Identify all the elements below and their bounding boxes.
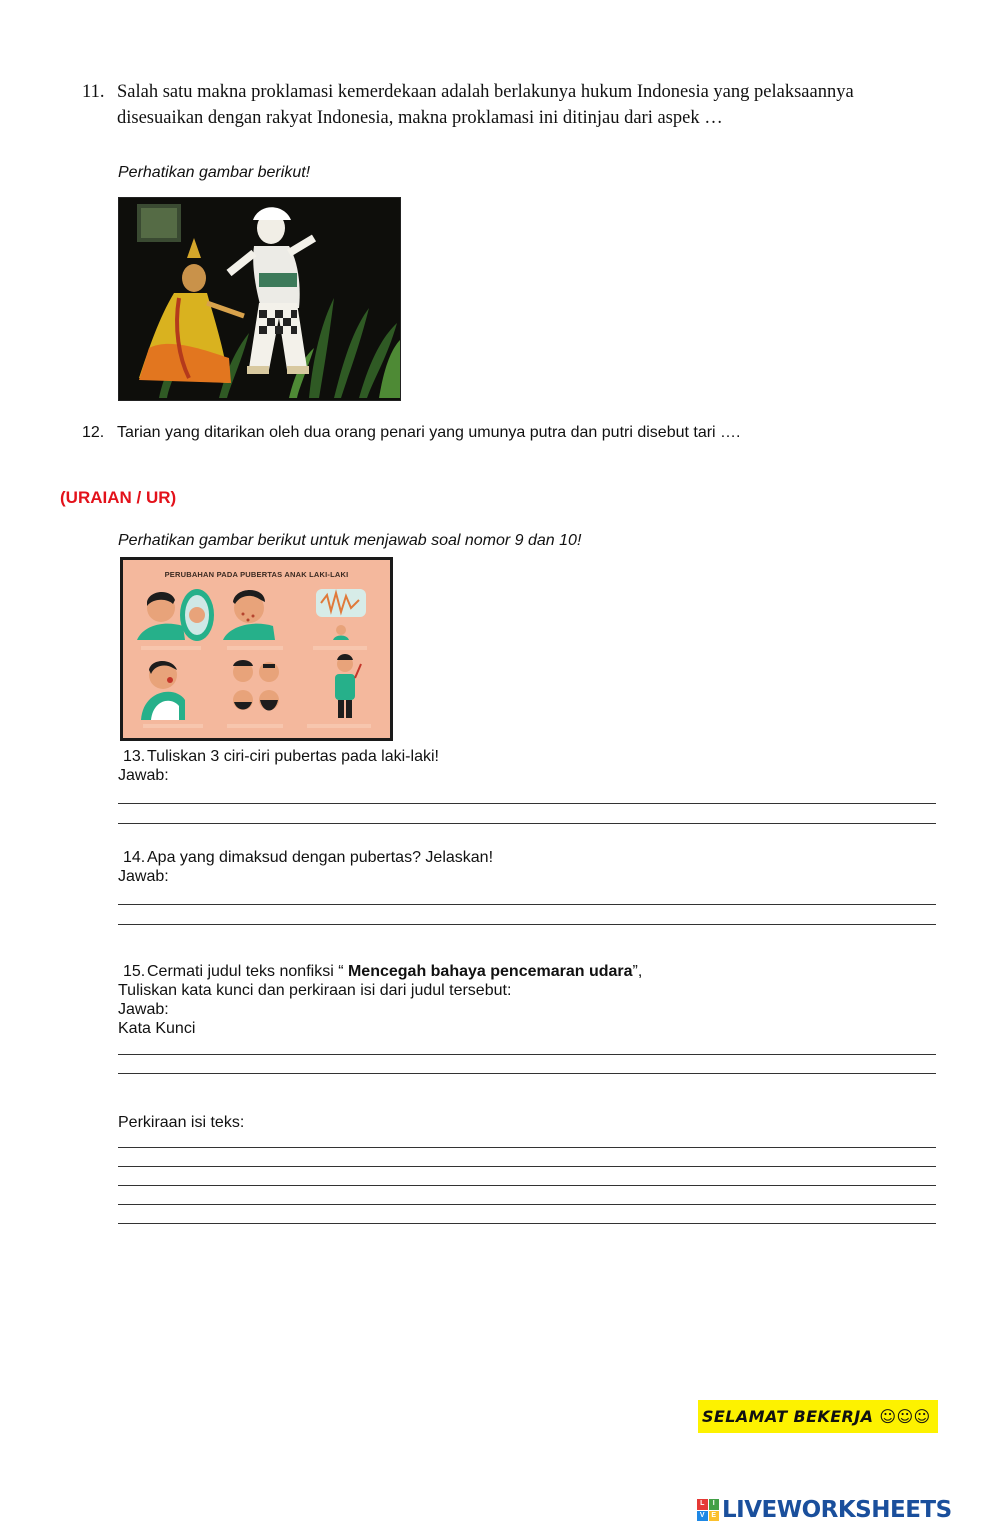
question-number: 15. xyxy=(123,963,146,980)
liveworksheets-logo-icon xyxy=(697,1499,719,1521)
question-13 xyxy=(118,747,439,785)
answer-line[interactable] xyxy=(118,803,936,804)
question-text: Tuliskan 3 ciri-ciri pubertas pada laki-laki! xyxy=(147,748,439,765)
answer-line[interactable] xyxy=(118,1054,936,1055)
brand-name: LIVEWORKSHEETS xyxy=(722,1497,952,1523)
estimate-label: Perkiraan isi teks: xyxy=(118,1114,245,1131)
figure-title: PERUBAHAN PADA PUBERTAS ANAK LAKI-LAKI xyxy=(164,570,349,579)
logo-letter: V xyxy=(697,1511,708,1522)
boy-mirror-illustration xyxy=(137,589,214,641)
question-text-end: ”, xyxy=(632,963,643,980)
question-text: Cermati judul teks nonfiksi “ xyxy=(147,963,348,980)
answer-line[interactable] xyxy=(118,1204,936,1205)
question-11 xyxy=(82,79,922,131)
question-number: 14. xyxy=(123,849,146,866)
question-14 xyxy=(118,848,493,886)
boy-acne-illustration xyxy=(223,590,275,640)
answer-line[interactable] xyxy=(118,1147,936,1148)
instruction-text: Perhatikan gambar berikut untuk menjawab soal nomor 9 dan 10! xyxy=(118,532,582,549)
answer-line[interactable] xyxy=(118,823,936,824)
voice-wave-illustration xyxy=(316,589,366,640)
question-text: Salah satu makna proklamasi kemerdekaan adalah berlakunya hukum Indonesia yang pelaksaannya disesuaikan dengan rakyat Indonesia, makna proklamasi ini ditinjau dari aspek … xyxy=(117,82,854,128)
puberty-figure xyxy=(120,557,393,741)
answer-line[interactable] xyxy=(118,1223,936,1224)
answer-label: Jawab: xyxy=(118,767,169,784)
keyword-label: Kata Kunci xyxy=(118,1020,196,1037)
answer-label: Jawab: xyxy=(118,868,169,885)
question-12 xyxy=(82,424,741,442)
question-bold-title: Mencegah bahaya pencemaran udara xyxy=(347,963,633,980)
answer-line[interactable] xyxy=(118,924,936,925)
question-number: 12. xyxy=(82,424,105,441)
puberty-illustration xyxy=(123,560,390,738)
answer-line[interactable] xyxy=(118,1073,936,1074)
logo-letter: E xyxy=(709,1511,720,1522)
boy-growth-illustration xyxy=(335,654,361,718)
selamat-bekerja-banner: SELAMAT BEKERJA ☺☺☺ xyxy=(698,1400,938,1433)
dance-illustration xyxy=(119,198,401,401)
question-15 xyxy=(118,962,642,1038)
boy-sweat-illustration xyxy=(141,661,185,720)
logo-letter: I xyxy=(709,1499,720,1510)
answer-label: Jawab: xyxy=(118,1001,169,1018)
section-title: (URAIAN / UR) xyxy=(60,488,177,507)
question-instruction: Tuliskan kata kunci dan perkiraan isi dari judul tersebut: xyxy=(118,982,512,999)
answer-line[interactable] xyxy=(118,1185,936,1186)
question-text: Tarian yang ditarikan oleh dua orang penari yang umunya putra dan putri disebut tari …. xyxy=(117,424,741,441)
boy-beard-illustration xyxy=(233,660,279,711)
answer-line[interactable] xyxy=(118,904,936,905)
logo-letter: L xyxy=(697,1499,708,1510)
question-number: 11. xyxy=(82,82,105,102)
question-text: Apa yang dimaksud dengan pubertas? Jelaskan! xyxy=(147,849,494,866)
liveworksheets-brand xyxy=(697,1494,952,1526)
answer-line[interactable] xyxy=(118,1166,936,1167)
question-number: 13. xyxy=(123,748,146,765)
dance-photo xyxy=(118,197,401,401)
instruction-text: Perhatikan gambar berikut! xyxy=(118,164,311,181)
